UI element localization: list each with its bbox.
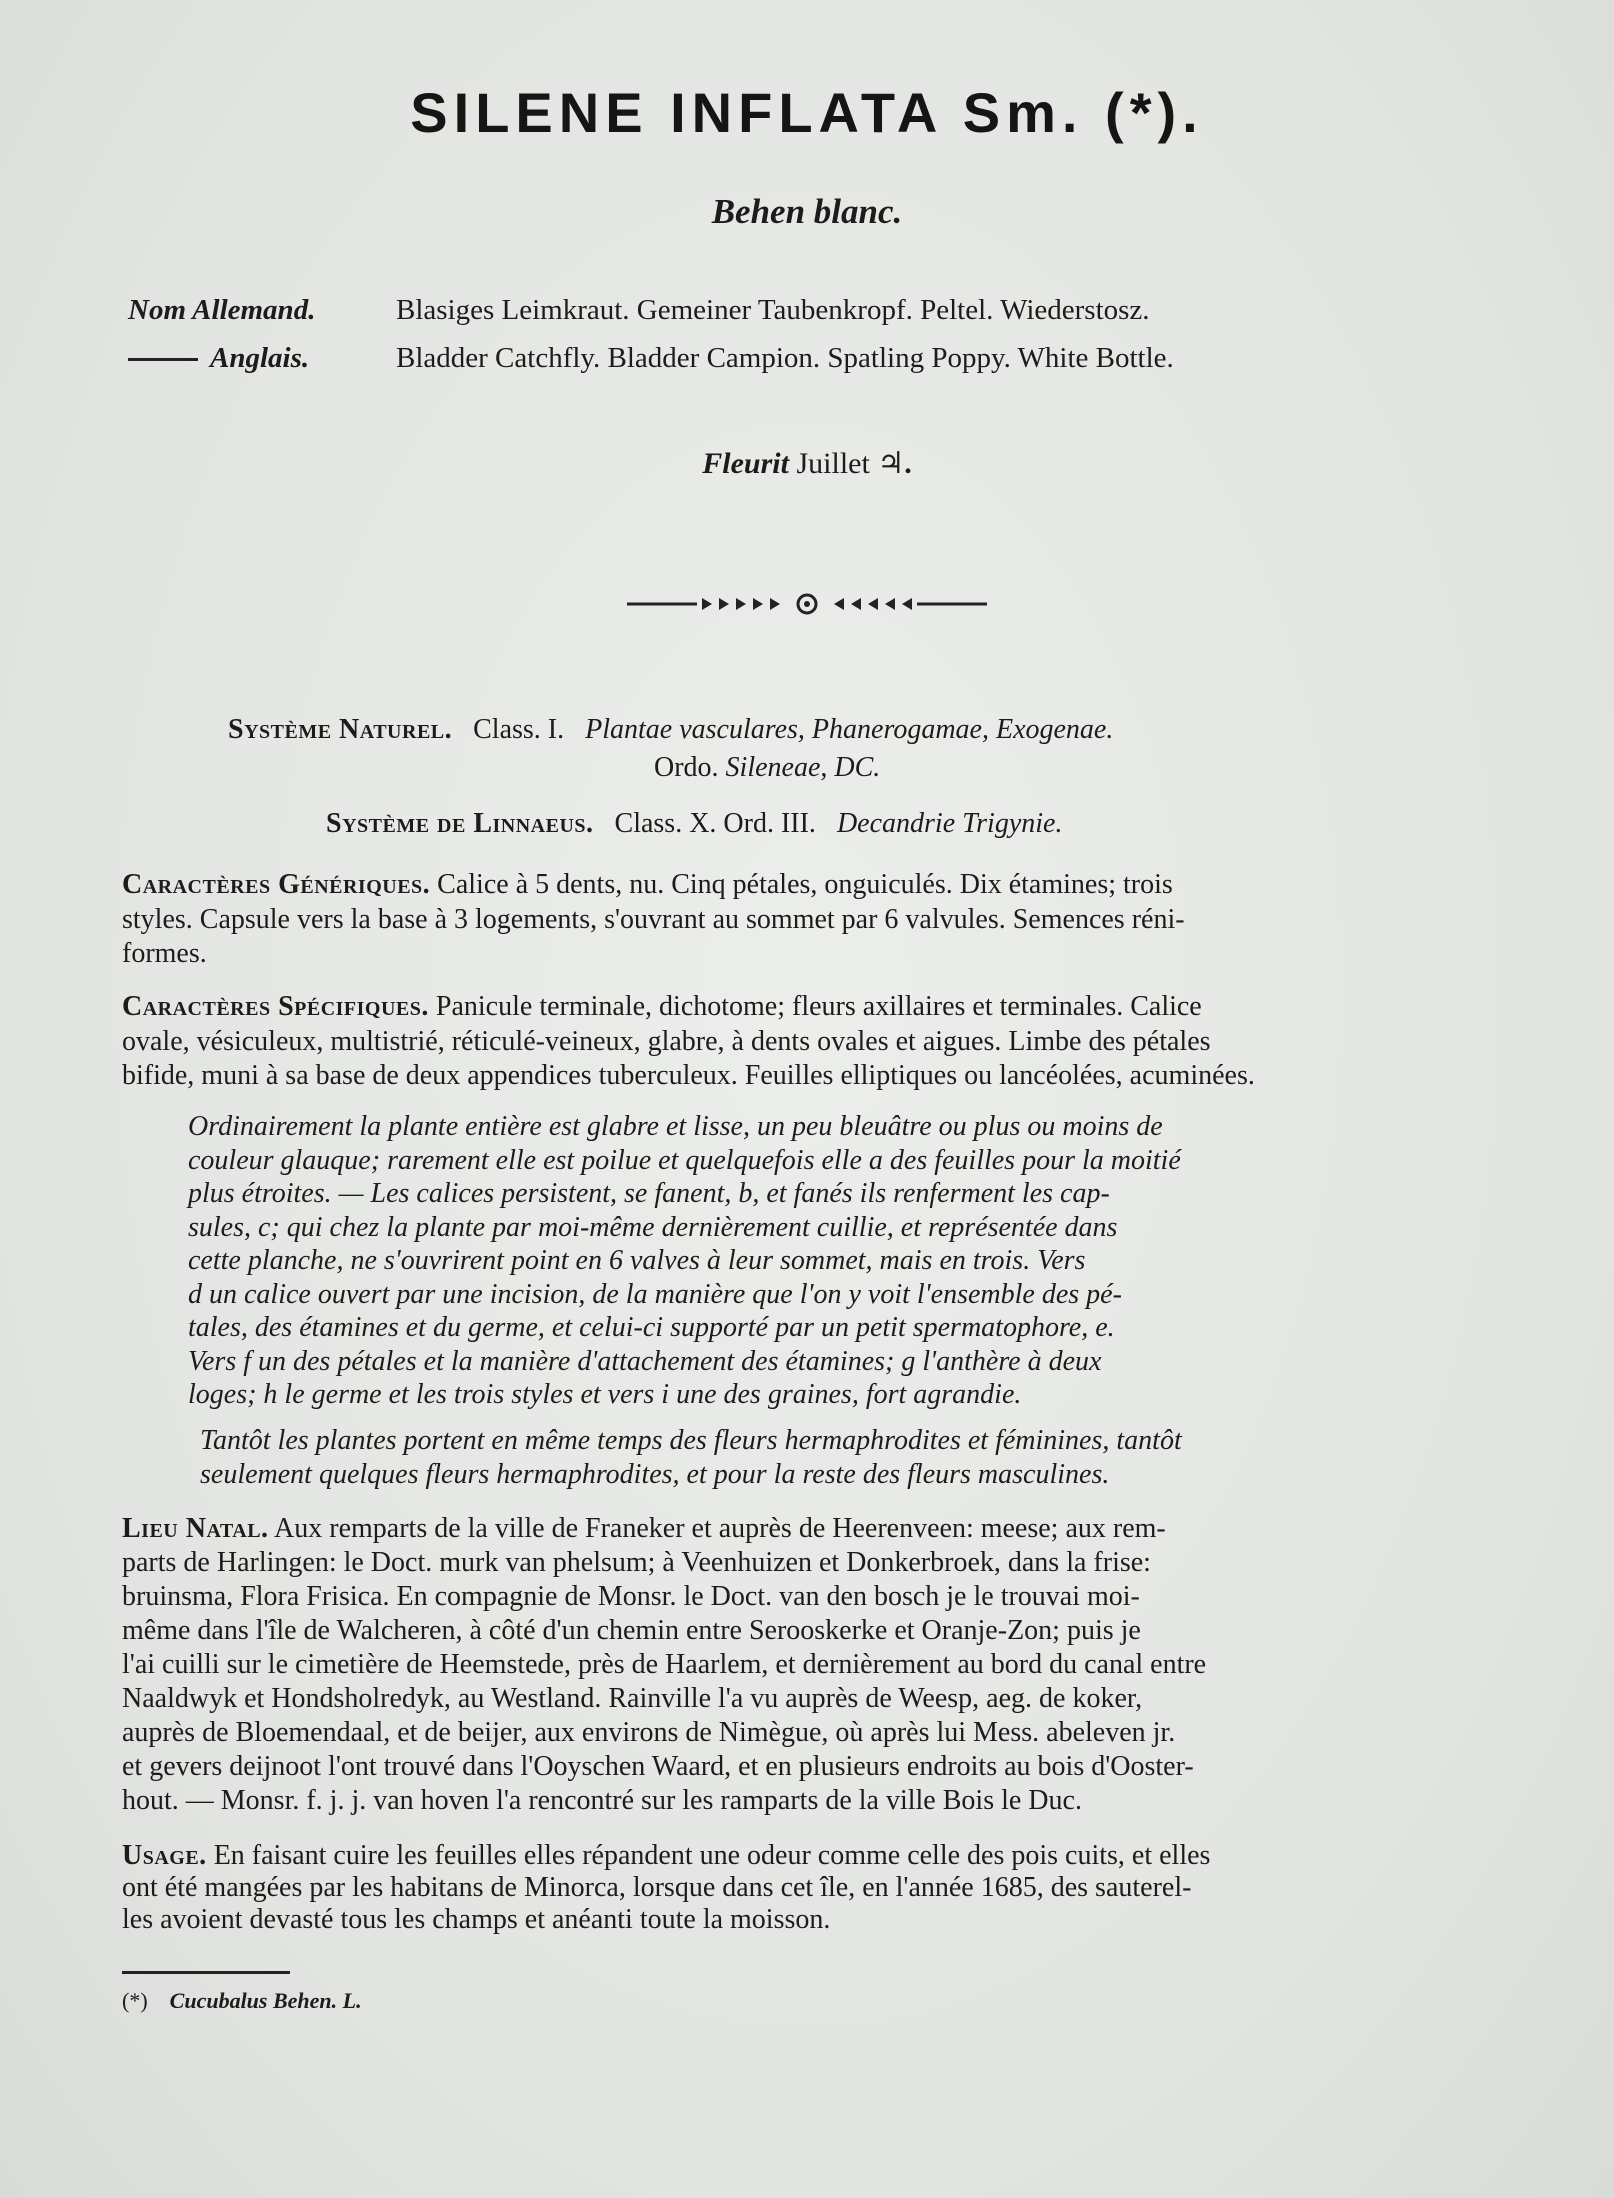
lieu-natal-line: parts de Harlingen: le Doct. murk van phelsum; à Veenhuizen et Donkerbroek, dans la frise: bbox=[122, 1547, 1151, 1578]
usage-text: En faisant cuire les feuilles elles répandent une odeur comme celle des pois cuits, et elles bbox=[213, 1840, 1211, 1871]
page-title: SILENE INFLATA Sm. (*). bbox=[410, 81, 1204, 144]
cg-text-1: Calice à 5 dents, nu. Cinq pétales, onguiculés. Dix étamines; trois bbox=[437, 869, 1173, 900]
cg-label: Caractères Génériques. bbox=[122, 869, 431, 900]
usage bbox=[122, 1840, 1520, 1936]
desc-line: Vers f un des pétales et la manière d'attachement des étamines; g l'anthère à deux bbox=[188, 1345, 1102, 1377]
usage-line-1 bbox=[122, 1840, 1520, 1872]
flowering-label: Fleurit bbox=[702, 447, 789, 480]
names-value-german: Blasiges Leimkraut. Gemeiner Taubenkropf. Peltel. Wiederstosz. bbox=[396, 293, 1150, 326]
systeme-naturel-line2 bbox=[654, 752, 880, 784]
desc-line: plus étroites. — Les calices persistent, se fanent, b, et fanés ils renferment les cap- bbox=[188, 1178, 1110, 1209]
ditto-dash bbox=[128, 358, 198, 361]
perennial-symbol: ♃. bbox=[877, 447, 912, 480]
subtitle: Behen blanc. bbox=[711, 192, 903, 231]
cg-line-2: styles. Capsule vers la base à 3 logements, s'ouvrant au sommet par 6 valvules. Semences réni- bbox=[122, 903, 1185, 935]
description-italic bbox=[188, 1110, 1520, 1412]
desc2-line: seulement quelques fleurs hermaphrodites, et pour la reste des fleurs masculines. bbox=[200, 1458, 1110, 1490]
usage-line: les avoient devasté tous les champs et anéanti toute la moisson. bbox=[122, 1904, 831, 1935]
lieu-natal-label: Lieu Natal. bbox=[122, 1513, 269, 1544]
names-value-english: Bladder Catchfly. Bladder Campion. Spatling Poppy. White Bottle. bbox=[396, 341, 1174, 374]
names-row-german bbox=[128, 286, 1528, 334]
desc-line: tales, des étamines et du germe, et celui-ci supporté par un petit spermatophore, e. bbox=[188, 1312, 1115, 1343]
names-label-german: Nom Allemand. bbox=[128, 293, 316, 326]
cg-line-1 bbox=[122, 868, 1520, 903]
desc-line: loges; h le germe et les trois styles et vers i une des graines, fort agrandie. bbox=[188, 1379, 1022, 1410]
footnote-text: Cucubalus Behen. L. bbox=[169, 1988, 362, 2013]
systeme-naturel-label: Système Naturel. bbox=[228, 714, 453, 745]
footnote-rule bbox=[122, 1971, 290, 1974]
lieu-natal-line: auprès de Bloemendaal, et de beijer, aux environs de Nimègue, où après lui Mess. abeleven jr. bbox=[122, 1717, 1176, 1748]
systeme-linnaeus bbox=[326, 808, 1062, 840]
lieu-natal-line: Naaldwyk et Hondsholredyk, au Westland. Rainville l'a vu auprès de Weesp, aeg. de koker, bbox=[122, 1683, 1143, 1714]
lieu-natal-line: même dans l'île de Walcheren, à côté d'un chemin entre Serooskerke et Oranje-Zon; puis je bbox=[122, 1615, 1141, 1646]
desc2-line: Tantôt les plantes portent en même temps des fleurs hermaphrodites et féminines, tantôt bbox=[200, 1425, 1182, 1456]
names-label-english-wrap bbox=[128, 342, 396, 375]
systeme-naturel-line1 bbox=[228, 714, 1113, 746]
names-row-english bbox=[128, 334, 1528, 382]
systeme-linnaeus-label: Système de Linnaeus. bbox=[326, 808, 594, 839]
desc-line: cette planche, ne s'ouvrirent point en 6 valves à leur sommet, mais en trois. Vers bbox=[188, 1245, 1086, 1276]
systeme-linnaeus-class-label: Class. X. Ord. III. bbox=[614, 808, 816, 839]
systeme-naturel-class-value: Plantae vasculares, Phanerogamae, Exogenae. bbox=[585, 714, 1114, 745]
cs-line-2: ovale, vésiculeux, multistrié, réticulé-veineux, glabre, à dents ovales et aigues. Limbe des pétales bbox=[122, 1025, 1211, 1057]
systeme-naturel-class-label: Class. I. bbox=[473, 714, 565, 745]
cg-line-3: formes. bbox=[122, 938, 207, 969]
systeme-naturel-ordo-label: Ordo. bbox=[654, 752, 719, 783]
systeme-linnaeus-class-value: Decandrie Trigynie. bbox=[836, 808, 1063, 839]
footnote bbox=[122, 1988, 362, 2014]
desc-line: Ordinairement la plante entière est glabre et lisse, un peu bleuâtre ou plus ou moins de bbox=[188, 1111, 1163, 1142]
usage-label: Usage. bbox=[122, 1840, 207, 1871]
common-names bbox=[128, 286, 1528, 382]
flowering bbox=[0, 446, 1614, 481]
desc-line: sules, c; qui chez la plante par moi-même dernièrement cuillie, et représentée dans bbox=[188, 1211, 1118, 1243]
desc-line: d un calice ouvert par une incision, de la manière que l'on y voit l'ensemble des pé- bbox=[188, 1278, 1122, 1310]
names-label-english: Anglais. bbox=[210, 341, 310, 374]
lieu-natal-line-1 bbox=[122, 1512, 1520, 1546]
usage-line: ont été mangées par les habitans de Minorca, lorsque dans cet île, en l'année 1685, des sauterel- bbox=[122, 1872, 1192, 1903]
cs-label: Caractères Spécifiques. bbox=[122, 991, 429, 1022]
cs-line-1 bbox=[122, 990, 1520, 1025]
desc-line: couleur glauque; rarement elle est poilue et quelquefois elle a des feuilles pour la moitié bbox=[188, 1144, 1181, 1176]
footnote-mark: (*) bbox=[122, 1988, 148, 2013]
caracteres-generiques bbox=[122, 868, 1520, 972]
lieu-natal-line: l'ai cuilli sur le cimetière de Heemstede, près de Haarlem, et dernièrement au bord du canal entre bbox=[122, 1649, 1207, 1680]
ornament-divider bbox=[627, 592, 987, 616]
lieu-natal-line: et gevers deijnoot l'ont trouvé dans l'Ooyschen Waard, et en plusieurs endroits au bois d'Ooster- bbox=[122, 1751, 1194, 1782]
lieu-natal-text: Aux remparts de la ville de Franeker et auprès de Heerenveen: meese; aux rem- bbox=[274, 1513, 1166, 1544]
lieu-natal-line: bruinsma, Flora Frisica. En compagnie de Monsr. le Doct. van den bosch je le trouvai moi- bbox=[122, 1581, 1140, 1612]
lieu-natal bbox=[122, 1512, 1520, 1818]
description-italic-2 bbox=[200, 1424, 1520, 1491]
flowering-value: Juillet bbox=[796, 447, 870, 480]
cs-line-3: bifide, muni à sa base de deux appendices tuberculeux. Feuilles elliptiques ou lancéolées, acuminées. bbox=[122, 1060, 1255, 1091]
lieu-natal-line: hout. — Monsr. f. j. j. van hoven l'a rencontré sur les ramparts de la ville Bois le Duc. bbox=[122, 1785, 1082, 1816]
systeme-naturel-ordo-value: Sileneae, DC. bbox=[725, 752, 881, 783]
cs-text-1: Panicule terminale, dichotome; fleurs axillaires et terminales. Calice bbox=[435, 991, 1202, 1022]
caracteres-specifiques bbox=[122, 990, 1520, 1094]
